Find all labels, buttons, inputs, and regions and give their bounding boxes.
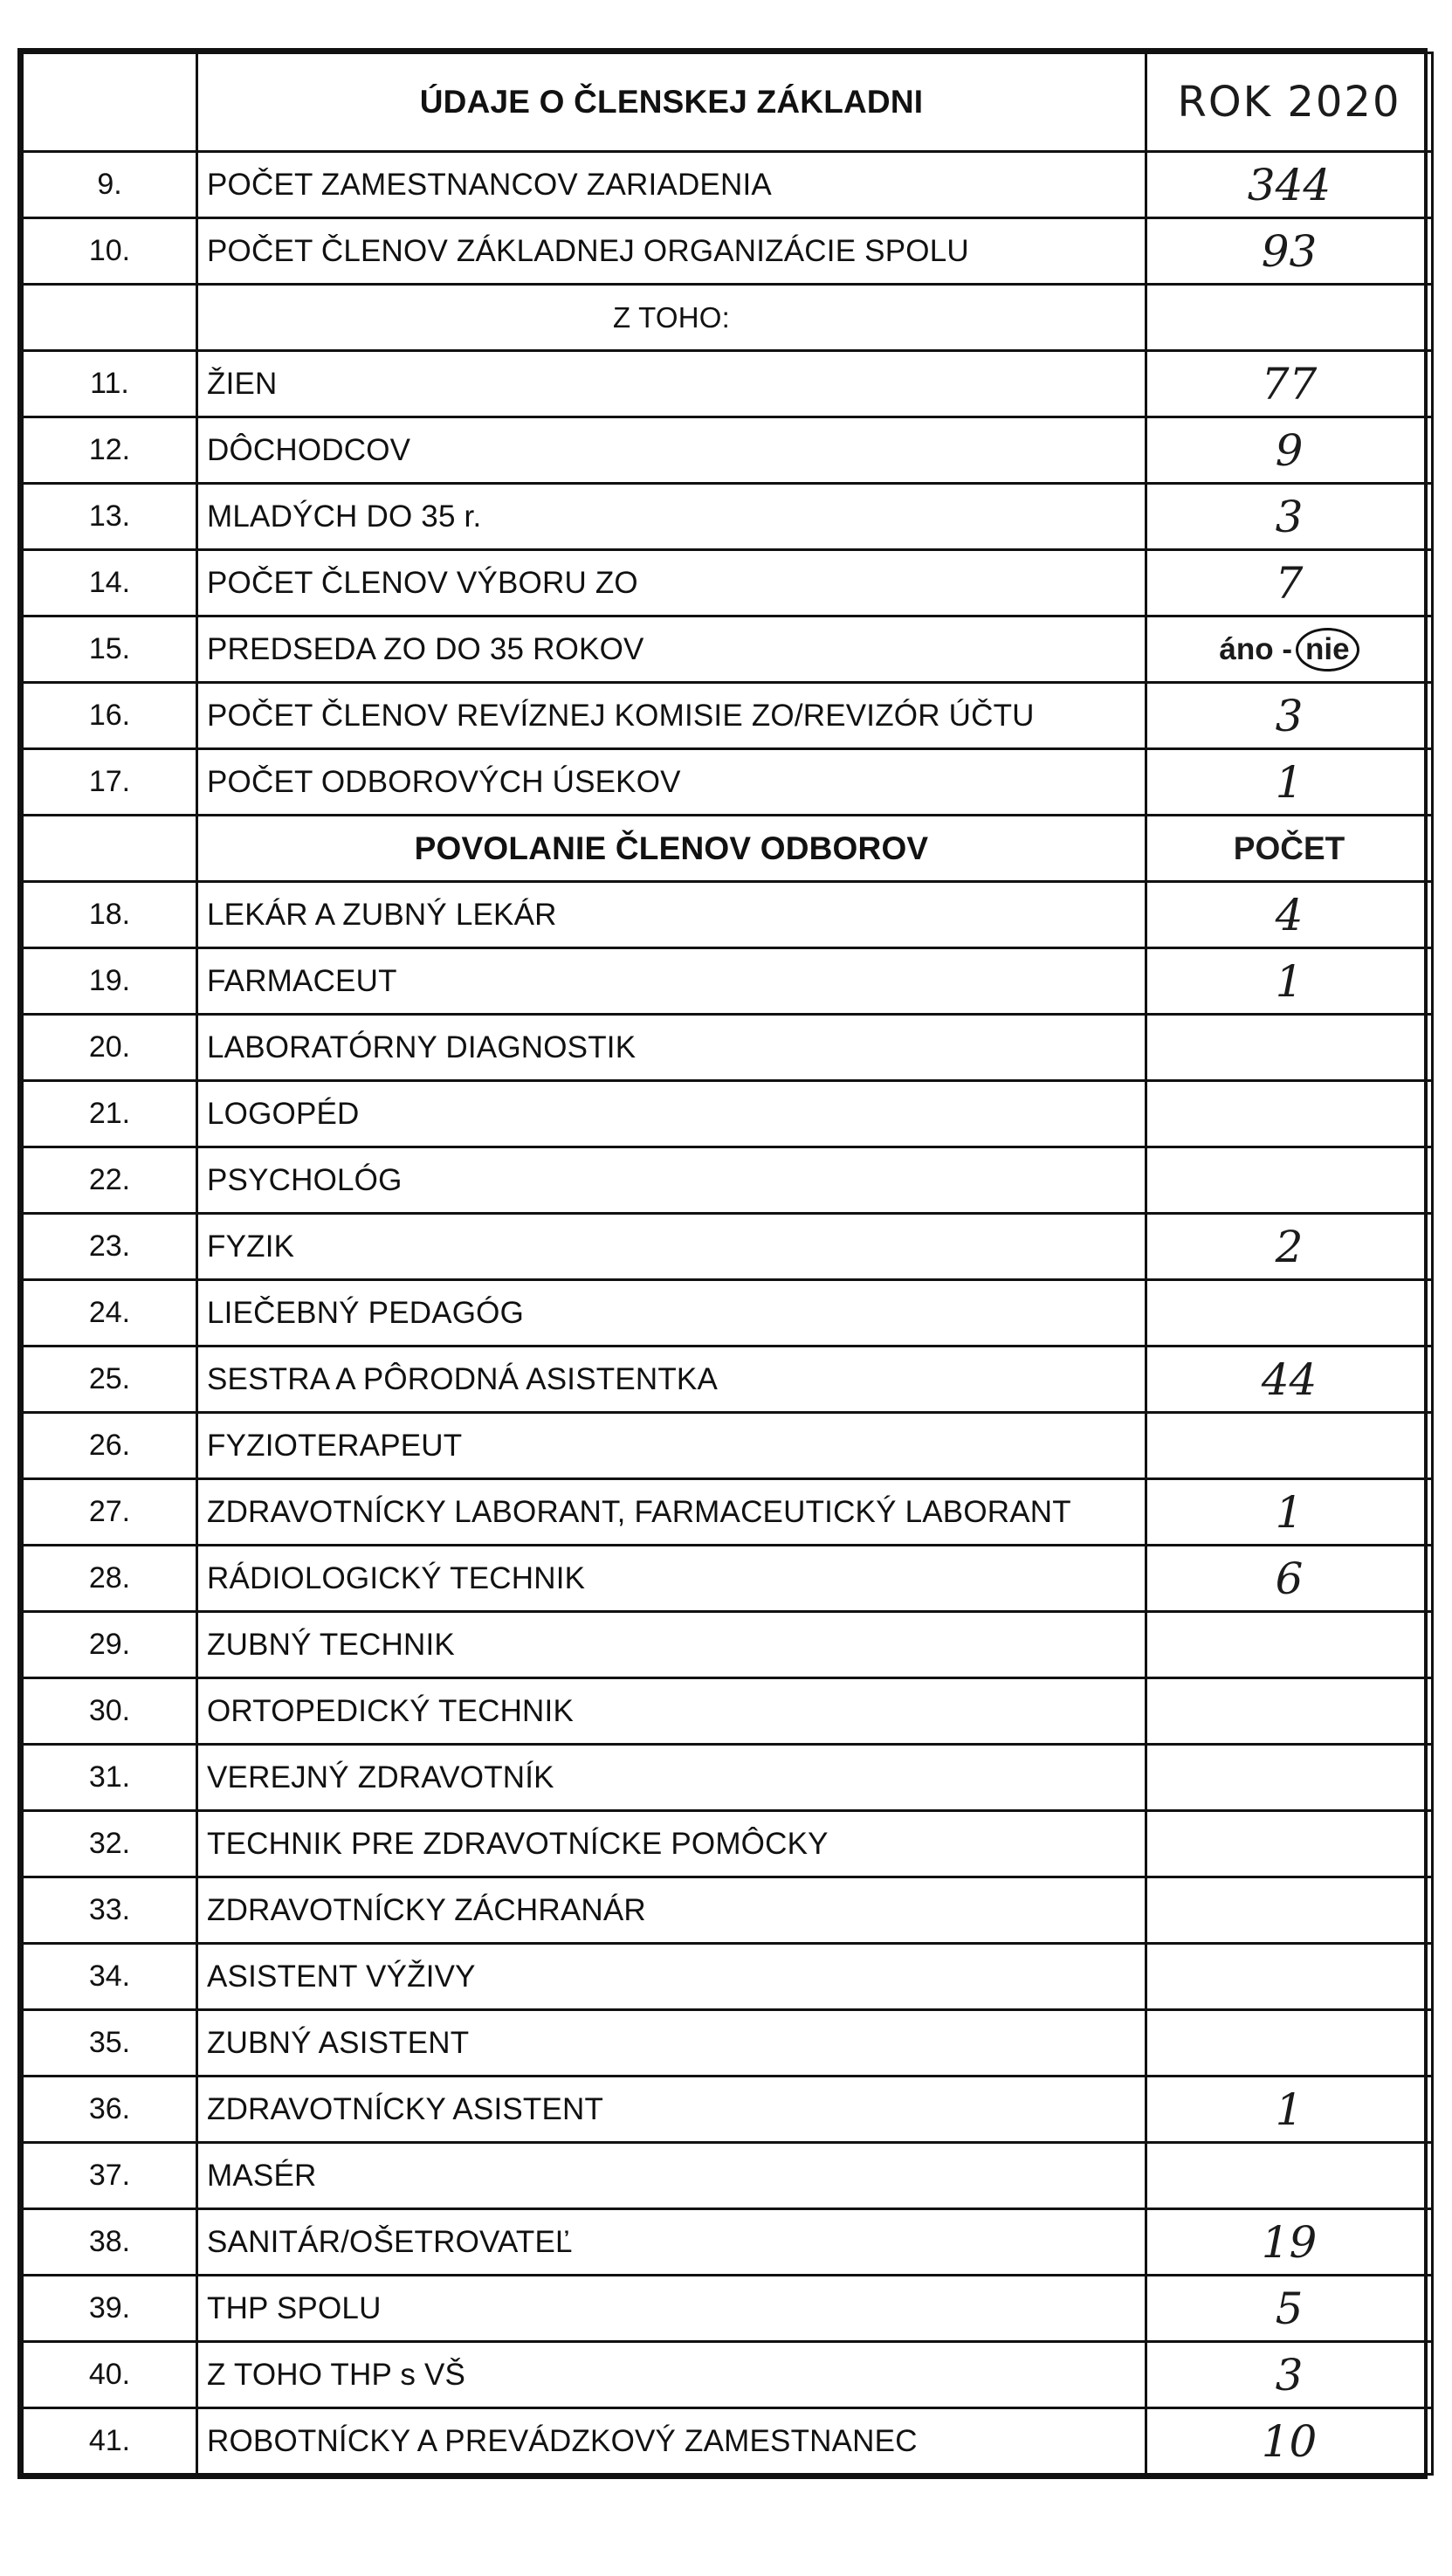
empty-cell — [23, 816, 197, 882]
row-label: ORTOPEDICKÝ TECHNIK — [197, 1678, 1146, 1745]
table-row — [23, 948, 1433, 1015]
row-number: 29. — [23, 1612, 197, 1678]
row-label: ROBOTNÍCKY A PREVÁDZKOVÝ ZAMESTNANEC — [197, 2408, 1146, 2475]
row-label: ASISTENT VÝŽIVY — [197, 1944, 1146, 2010]
row-number: 31. — [23, 1745, 197, 1811]
table-row — [23, 417, 1433, 484]
section-header-row — [23, 816, 1433, 882]
row-value[interactable]: 9 — [1146, 417, 1433, 484]
row-number: 20. — [23, 1015, 197, 1081]
row-label: LABORATÓRNY DIAGNOSTIK — [197, 1015, 1146, 1081]
table-row — [23, 2276, 1433, 2342]
row-number: 26. — [23, 1413, 197, 1479]
row-number: 18. — [23, 882, 197, 948]
row-number: 38. — [23, 2209, 197, 2276]
row-value[interactable]: 77 — [1146, 351, 1433, 417]
yes-no-choice[interactable] — [1146, 616, 1433, 683]
row-value[interactable]: 19 — [1146, 2209, 1433, 2276]
table-row — [23, 1944, 1433, 2010]
row-label: ZDRAVOTNÍCKY ASISTENT — [197, 2077, 1146, 2143]
table-row — [23, 2143, 1433, 2209]
row-number: 40. — [23, 2342, 197, 2408]
row-label: MLADÝCH DO 35 r. — [197, 484, 1146, 550]
table-row — [23, 2209, 1433, 2276]
row-label: LOGOPÉD — [197, 1081, 1146, 1147]
chair-age-row — [23, 616, 1433, 683]
row-label: TECHNIK PRE ZDRAVOTNÍCKE POMÔCKY — [197, 1811, 1146, 1877]
row-number: 17. — [23, 749, 197, 816]
row-value[interactable]: 1 — [1146, 1479, 1433, 1546]
row-label: MASÉR — [197, 2143, 1146, 2209]
row-label: ŽIEN — [197, 351, 1146, 417]
table-row — [23, 683, 1433, 749]
row-value[interactable] — [1146, 1678, 1433, 1745]
table-row — [23, 749, 1433, 816]
table-row — [23, 1678, 1433, 1745]
row-value[interactable]: 3 — [1146, 484, 1433, 550]
table-row — [23, 1811, 1433, 1877]
row-number: 9. — [23, 152, 197, 218]
row-number: 36. — [23, 2077, 197, 2143]
row-label: ZUBNÝ ASISTENT — [197, 2010, 1146, 2077]
table-row — [23, 218, 1433, 285]
table-row — [23, 152, 1433, 218]
table-row — [23, 1280, 1433, 1347]
row-number: 27. — [23, 1479, 197, 1546]
row-label: PSYCHOLÓG — [197, 1147, 1146, 1214]
table-row — [23, 351, 1433, 417]
row-value[interactable]: 93 — [1146, 218, 1433, 285]
table-row — [23, 484, 1433, 550]
row-number: 22. — [23, 1147, 197, 1214]
row-label: ZDRAVOTNÍCKY LABORANT, FARMACEUTICKÝ LABORANT — [197, 1479, 1146, 1546]
row-label: POČET ČLENOV VÝBORU ZO — [197, 550, 1146, 616]
row-value[interactable] — [1146, 1745, 1433, 1811]
row-label: LIEČEBNÝ PEDAGÓG — [197, 1280, 1146, 1347]
table-row — [23, 2342, 1433, 2408]
row-value[interactable]: 6 — [1146, 1546, 1433, 1612]
row-number: 25. — [23, 1347, 197, 1413]
header-corner-cell — [23, 53, 197, 152]
row-value[interactable]: 4 — [1146, 882, 1433, 948]
row-label: RÁDIOLOGICKÝ TECHNIK — [197, 1546, 1146, 1612]
form-title: ÚDAJE O ČLENSKEJ ZÁKLADNI — [197, 53, 1146, 152]
row-number: 34. — [23, 1944, 197, 2010]
row-label: FYZIOTERAPEUT — [197, 1413, 1146, 1479]
row-number: 32. — [23, 1811, 197, 1877]
membership-form — [17, 48, 1428, 2479]
row-number: 16. — [23, 683, 197, 749]
row-number: 28. — [23, 1546, 197, 1612]
row-label: FYZIK — [197, 1214, 1146, 1280]
row-value[interactable]: 44 — [1146, 1347, 1433, 1413]
row-value[interactable]: 10 — [1146, 2408, 1433, 2475]
row-value[interactable] — [1146, 1877, 1433, 1944]
row-value[interactable]: 7 — [1146, 550, 1433, 616]
table-row — [23, 882, 1433, 948]
row-number: 13. — [23, 484, 197, 550]
row-value[interactable]: 3 — [1146, 683, 1433, 749]
row-number: 37. — [23, 2143, 197, 2209]
row-number: 23. — [23, 1214, 197, 1280]
subheader-row — [23, 285, 1433, 351]
row-value[interactable] — [1146, 1081, 1433, 1147]
row-value[interactable] — [1146, 1944, 1433, 2010]
empty-cell — [1146, 285, 1433, 351]
membership-table — [21, 52, 1434, 2476]
row-number: 10. — [23, 218, 197, 285]
row-value[interactable] — [1146, 2143, 1433, 2209]
row-value[interactable] — [1146, 1015, 1433, 1081]
table-row — [23, 1612, 1433, 1678]
row-number: 24. — [23, 1280, 197, 1347]
header-row — [23, 53, 1433, 152]
table-row — [23, 2010, 1433, 2077]
row-label: POČET ČLENOV ZÁKLADNEJ ORGANIZÁCIE SPOLU — [197, 218, 1146, 285]
table-row — [23, 1546, 1433, 1612]
row-label: SANITÁR/OŠETROVATEĽ — [197, 2209, 1146, 2276]
table-row — [23, 1214, 1433, 1280]
table-row — [23, 550, 1433, 616]
row-label: FARMACEUT — [197, 948, 1146, 1015]
year-label: ROK 2020 — [1146, 53, 1433, 152]
row-label: VEREJNÝ ZDRAVOTNÍK — [197, 1745, 1146, 1811]
row-label: DÔCHODCOV — [197, 417, 1146, 484]
row-label: LEKÁR A ZUBNÝ LEKÁR — [197, 882, 1146, 948]
row-value[interactable] — [1146, 1280, 1433, 1347]
row-label: SESTRA A PÔRODNÁ ASISTENTKA — [197, 1347, 1146, 1413]
row-label: ZDRAVOTNÍCKY ZÁCHRANÁR — [197, 1877, 1146, 1944]
row-value[interactable]: 1 — [1146, 2077, 1433, 2143]
row-label: POČET ODBOROVÝCH ÚSEKOV — [197, 749, 1146, 816]
row-label: POČET ZAMESTNANCOV ZARIADENIA — [197, 152, 1146, 218]
table-row — [23, 1479, 1433, 1546]
row-value[interactable]: 3 — [1146, 2342, 1433, 2408]
row-value[interactable] — [1146, 1811, 1433, 1877]
row-value[interactable] — [1146, 1413, 1433, 1479]
row-number: 11. — [23, 351, 197, 417]
row-number: 39. — [23, 2276, 197, 2342]
table-row — [23, 1081, 1433, 1147]
row-number: 12. — [23, 417, 197, 484]
row-label: ZUBNÝ TECHNIK — [197, 1612, 1146, 1678]
row-value[interactable]: 1 — [1146, 749, 1433, 816]
table-row — [23, 2077, 1433, 2143]
row-value[interactable] — [1146, 1147, 1433, 1214]
table-row — [23, 1877, 1433, 1944]
row-label: Z TOHO THP s VŠ — [197, 2342, 1146, 2408]
row-number: 14. — [23, 550, 197, 616]
row-number: 19. — [23, 948, 197, 1015]
row-label: POČET ČLENOV REVÍZNEJ KOMISIE ZO/REVIZÓR ÚČTU — [197, 683, 1146, 749]
row-label: THP SPOLU — [197, 2276, 1146, 2342]
row-label: PREDSEDA ZO DO 35 ROKOV — [197, 616, 1146, 683]
table-row — [23, 1347, 1433, 1413]
row-number: 41. — [23, 2408, 197, 2475]
row-number: 15. — [23, 616, 197, 683]
row-number: 35. — [23, 2010, 197, 2077]
table-row — [23, 1413, 1433, 1479]
table-row — [23, 1015, 1433, 1081]
row-number: 33. — [23, 1877, 197, 1944]
option-yes[interactable]: áno - — [1219, 631, 1293, 666]
row-number: 30. — [23, 1678, 197, 1745]
empty-cell — [23, 285, 197, 351]
row-value[interactable] — [1146, 1612, 1433, 1678]
subheader-label: Z TOHO: — [197, 285, 1146, 351]
row-number: 21. — [23, 1081, 197, 1147]
section-title: POVOLANIE ČLENOV ODBOROV — [197, 816, 1146, 882]
table-row — [23, 1745, 1433, 1811]
row-value[interactable]: 5 — [1146, 2276, 1433, 2342]
row-value[interactable]: 344 — [1146, 152, 1433, 218]
row-value[interactable]: 2 — [1146, 1214, 1433, 1280]
row-value[interactable] — [1146, 2010, 1433, 2077]
count-column-label: POČET — [1146, 816, 1433, 882]
option-no-circled[interactable]: nie — [1296, 628, 1359, 672]
table-row — [23, 2408, 1433, 2475]
table-row — [23, 1147, 1433, 1214]
row-value[interactable]: 1 — [1146, 948, 1433, 1015]
